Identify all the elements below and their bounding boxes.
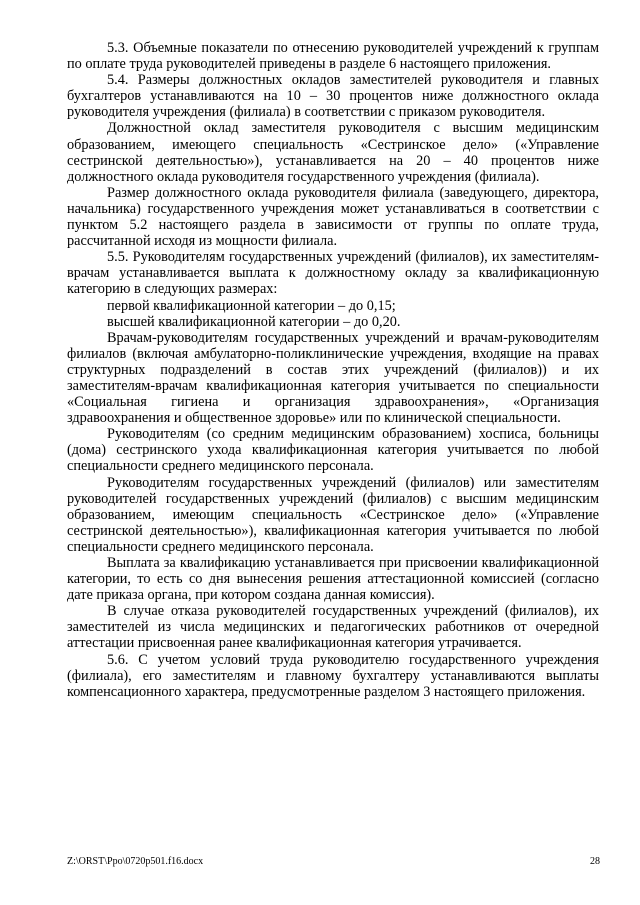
paragraph-hospice-heads: Руководителям (со средним медицинским образованием) хосписа, больницы (дома) сестринского ухода квалификационная категория учитывается по любой специальности среднего медицинского персонала. (67, 426, 599, 475)
paragraph-5-5: 5.5. Руководителям государственных учреждений (филиалов), их заместителям-врачам устанавливается выплата к должностному окладу за квалификационную категорию в следующих размерах: (67, 249, 599, 298)
footer-file-path: Z:\ORST\Ppo\0720p501.f16.docx (67, 856, 204, 867)
paragraph-5-6: 5.6. С учетом условий труда руководителю государственного учреждения (филиала), его заместителям и главному бухгалтеру устанавливаются выплаты компенсационного характера, предусмотренные разделом 3 настоящего приложения. (67, 651, 599, 700)
paragraph-attestation-refusal: В случае отказа руководителей государственных учреждений (филиалов), их заместителей из числа медицинских и педагогических работников от очередной аттестации присвоенная ранее квалификационная категория утрачивается. (67, 603, 599, 652)
paragraph-5-3: 5.3. Объемные показатели по отнесению руководителей учреждений к группам по оплате труда руководителей приведены в разделе 6 настоящего приложения. (67, 40, 599, 73)
paragraph-nursing-heads: Руководителям государственных учреждений (филиалов) или заместителям руководителей государственных учреждений (филиалов) с высшим медицинским образованием, имеющим специальность «Сестринское дело» («Управление сестринской деятельностью»), квалификационная категория учитывается по любой специальности среднего медицинского персонала. (67, 474, 599, 555)
list-item-highest-category: высшей квалификационной категории – до 0,20. (107, 313, 401, 330)
paragraph-qualification-payment: Выплата за квалификацию устанавливается при присвоении квалификационной категории, то есть со дня вынесения решения аттестационной комиссией (согласно дате приказа органа, при котором создана данная комиссия). (67, 555, 599, 604)
paragraph-5-4: 5.4. Размеры должностных окладов заместителей руководителя и главных бухгалтеров устанавливаются на 10 – 30 процентов ниже должностного оклада руководителя учреждения (филиала) в соответствии с приказом руководителя. (67, 72, 599, 121)
paragraph-deputy-nursing: Должностной оклад заместителя руководителя с высшим медицинским образованием, имеющего специальность «Сестринское дело» («Управление сестринской деятельностью»), устанавливается на 20 – 40 процентов ниже должностного оклада руководителя государственного учреждения (филиала). (67, 120, 599, 185)
paragraph-doctor-heads: Врачам-руководителям государственных учреждений и врачам-руководителям филиалов (включая амбулаторно-поликлинические учреждения, входящие на правах структурных подразделений в состав этих учреждений (филиалов)) и их заместителям-врачам квалификационная категория учитывается по специальности «Социальная гигиена и организация здравоохранения», «Организация здравоохранения и общественное здоровье» или по клинической специальности. (67, 329, 599, 427)
paragraph-branch-head-salary: Размер должностного оклада руководителя филиала (заведующего, директора, начальника) государственного учреждения может устанавливаться в соответствии с пунктом 5.2 настоящего раздела в зависимости от группы по оплате труда, рассчитанной исходя из мощности филиала. (67, 184, 599, 250)
footer-page-number: 28 (590, 856, 600, 867)
list-item-first-category: первой квалификационной категории – до 0,15; (107, 297, 396, 314)
document-body (67, 40, 599, 700)
